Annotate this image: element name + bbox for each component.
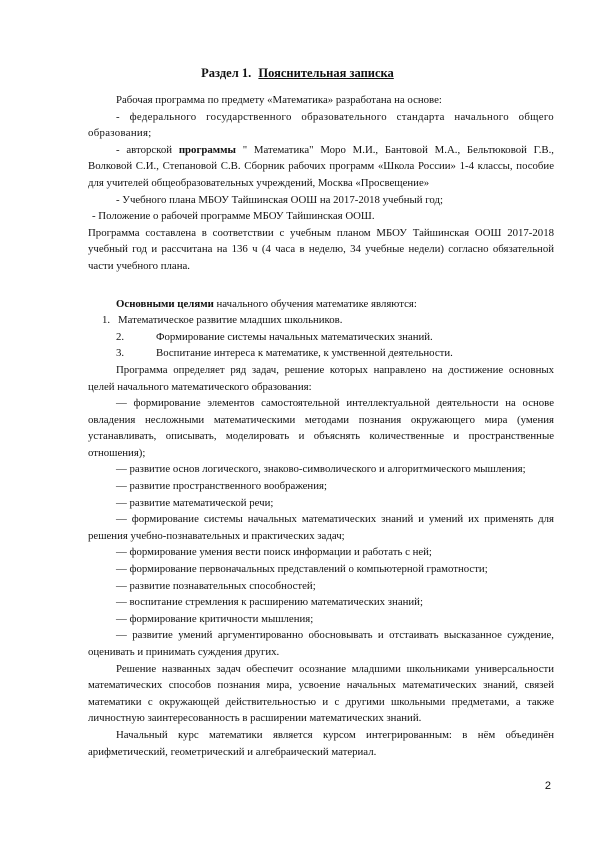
- list-item-number: 3.: [116, 347, 125, 360]
- task-item: — формирование системы начальных математических знаний и умений их применять для решения учебно-познавательных и практических задач;: [88, 513, 554, 542]
- goals-heading-bold: Основными целями: [116, 297, 214, 310]
- author-program-bold: программы: [178, 143, 236, 156]
- author-program-paragraph: [88, 142, 554, 192]
- list-item: [88, 312, 554, 329]
- list-item: [88, 329, 554, 346]
- spacer: [88, 275, 554, 296]
- section-title: [0, 66, 595, 81]
- list-item-number: 2.: [116, 330, 125, 343]
- task-item: — развитие математической речи;: [116, 496, 274, 509]
- task-item: — формирование умения вести поиск информации и работать с ней;: [116, 546, 432, 559]
- page-number: 2: [544, 780, 551, 792]
- section-number: Раздел 1.: [201, 66, 252, 80]
- regulation-paragraph: - Положение о рабочей программе МБОУ Тайшинская ООШ.: [92, 210, 375, 223]
- task-item: — формирование элементов самостоятельной интеллектуальной деятельности на основе овладения несложными математическими методами познания окружающего мира (умения устанавливать, описывать, моделировать и объяснять количественные и пространственные отношения);: [88, 397, 554, 459]
- closing-paragraph: Решение названных задач обеспечит осознание младшими школьниками универсальности математических способов познания мира, усвоение начальных математических знаний, связей математики с окружающей действительностью и с другими школьными предметами, а также личностную заинтересованность в расширении математических знаний.: [88, 662, 554, 725]
- section-name: Пояснительная записка: [258, 66, 394, 80]
- intro-paragraph: Рабочая программа по предмету «Математика» разработана на основе:: [116, 94, 442, 106]
- task-item: — формирование критичности мышления;: [116, 612, 314, 625]
- list-item-number: 1.: [102, 314, 111, 327]
- list-item: [88, 345, 554, 362]
- standard-paragraph: - федерального государственного образовательного стандарта начального общего образования;: [88, 110, 554, 140]
- task-item: — формирование первоначальных представлений о компьютерной грамотности;: [116, 563, 488, 576]
- hours-paragraph: Программа составлена в соответствии с учебным планом МБОУ Тайшинская ООШ 2017-2018 учебный год и рассчитана на 136 ч (4 часа в неделю, 34 учебные недели) согласно обязательной части учебного плана.: [88, 226, 554, 272]
- task-item: — развитие познавательных способностей;: [116, 579, 316, 592]
- task-item: — воспитание стремления к расширению математических знаний;: [116, 596, 423, 609]
- task-item: — развитие пространственного воображения;: [116, 480, 327, 493]
- curriculum-plan-paragraph: - Учебного плана МБОУ Тайшинская ООШ на 2017-2018 учебный год;: [116, 193, 443, 206]
- author-program-rest: " Математика" Моро М.И., Бантовой М.А., Бельтюковой Г.В., Волковой С.И., Степановой С.В. Сборник рабочих программ «Школа России» 1-4 классы, пособие для учителей общеобразовательных учреждений, Москва «Просвещение»: [88, 143, 554, 189]
- author-program-prefix: - авторской: [116, 143, 179, 156]
- goals-heading: [88, 296, 554, 313]
- list-item-text: Математическое развитие младших школьников.: [118, 314, 343, 327]
- goals-list: [88, 312, 554, 362]
- goals-heading-rest: начального обучения математике являются:: [213, 297, 417, 310]
- task-item: — развитие умений аргументированно обосновывать и отстаивать высказанное суждение, оценивать и принимать суждения других.: [88, 629, 554, 658]
- list-item-text: Воспитание интереса к математике, к умственной деятельности.: [156, 347, 453, 360]
- list-item-text: Формирование системы начальных математических знаний.: [156, 330, 433, 343]
- document-body: [88, 92, 554, 760]
- tasks-intro: Программа определяет ряд задач, решение которых направлено на достижение основных целей начального математического образования:: [88, 363, 554, 393]
- task-item: — развитие основ логического, знаково-символического и алгоритмического мышления;: [116, 463, 526, 476]
- closing-paragraph: Начальный курс математики является курсом интегрированным: в нём объединён арифметический, геометрический и алгебраический материал.: [88, 728, 554, 758]
